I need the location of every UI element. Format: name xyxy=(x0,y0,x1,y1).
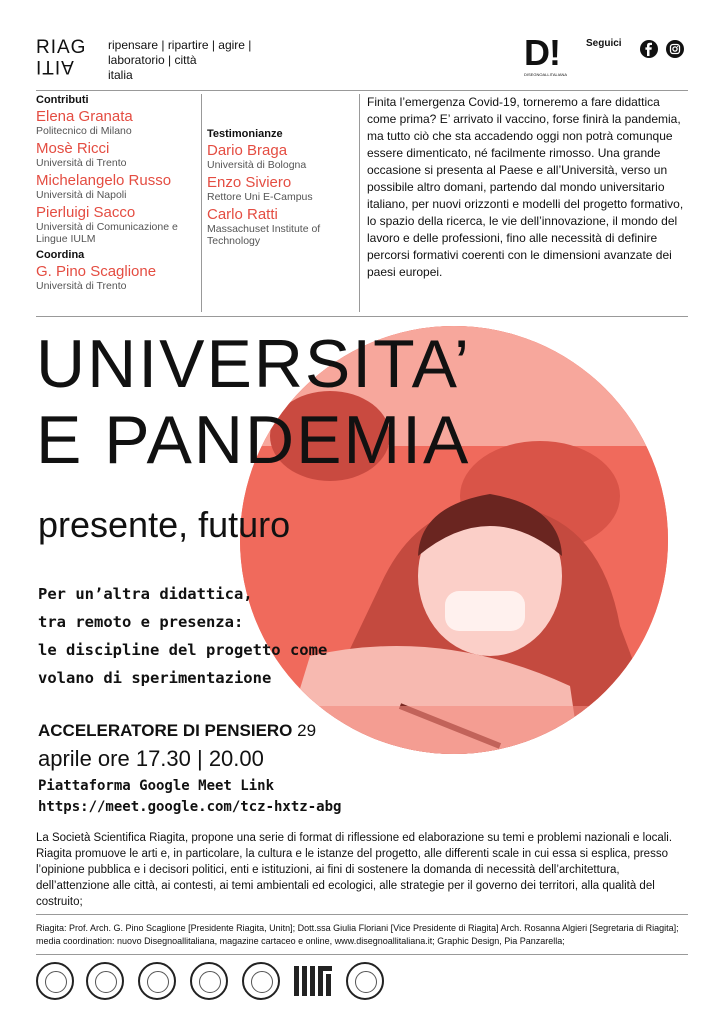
credits-text: Riagita: Prof. Arch. G. Pino Scaglione [Presidente Riagita, Unitn]; Dott.ssa Giulia Floriani [Vice Presidente di Riagita] Arch. Rosanna Algieri [Segretaria di Riagita]; media coordination: nuovo Disegnoallitaliana, magazine cartaceo e online, www.disegnoallitaliana.it; Graphic Design, Pia Panzarella; xyxy=(36,923,679,946)
testimonianze-label: Testimonianze xyxy=(207,128,283,140)
event-tagline-line-4: volano di sperimentazione xyxy=(38,669,272,687)
speakers-divider xyxy=(36,316,688,317)
event-day: 29 xyxy=(297,721,317,740)
university-seal-icon xyxy=(242,962,280,1000)
speaker-name: Mosè Ricci xyxy=(36,140,110,157)
politecnico-seal-icon xyxy=(36,962,74,1000)
meet-link[interactable]: https://meet.google.com/tcz-hxtz-abg xyxy=(38,799,342,815)
logo-top-text: RIAG xyxy=(36,37,87,58)
partner-seals xyxy=(36,962,396,1002)
tagline-line-3: italia xyxy=(108,68,133,82)
di-logo-mark: D! xyxy=(524,32,560,73)
contributi-column xyxy=(36,94,200,296)
event-tagline xyxy=(38,580,368,692)
event-tagline-line-3: le discipline del progetto come xyxy=(38,641,328,659)
about-divider xyxy=(36,914,688,915)
instagram-icon[interactable] xyxy=(666,40,684,58)
speaker-item xyxy=(36,109,200,137)
coordinator-name: G. Pino Scaglione xyxy=(36,263,157,280)
speaker-item xyxy=(36,205,200,245)
event-time: aprile ore 17.30 | 20.00 xyxy=(38,746,264,771)
speaker-affiliation: Università di Trento xyxy=(36,157,127,169)
speaker-affiliation: Massachuset Institute of Technology xyxy=(207,223,321,247)
about-paragraph: La Società Scientifica Riagita, propone una serie di format di riflessione ed elaborazione su temi e problemi nazionali e locali. Riagita promuove le arti e, in particolare, la cultura e le istanze del progetto, alle differenti scale in cui essa si esplica, presso l’opinione pubblica e i decisori politici, enti e istituzioni, ai fini di sostenere la domanda di necessità dell’architettura, dell’attenzione alle città, ai contesti, ai temi ambientali ed ecologici, alle strategie per il governo dei territori, alla qualità del costruito; xyxy=(36,832,673,908)
speaker-name: Dario Braga xyxy=(207,142,288,159)
speaker-item xyxy=(207,207,355,247)
speaker-affiliation: Università di Comunicazione e Lingue IULM xyxy=(36,221,178,245)
contributi-label: Contributi xyxy=(36,94,89,106)
coordinator-affiliation: Università di Trento xyxy=(36,280,127,292)
university-seal-icon xyxy=(190,962,228,1000)
speaker-name: Pierluigi Sacco xyxy=(36,204,136,221)
speaker-item xyxy=(36,173,200,201)
speaker-name: Carlo Ratti xyxy=(207,206,278,223)
speaker-item xyxy=(207,175,355,203)
event-series xyxy=(38,720,316,742)
tagline-line-1: ripensare | ripartire | agire | xyxy=(108,38,252,52)
speaker-affiliation: Università di Napoli xyxy=(36,189,127,201)
tagline-line-2: laboratorio | città xyxy=(108,53,197,67)
column-divider-right xyxy=(359,94,360,312)
disegnoallitaliana-logo[interactable] xyxy=(524,32,574,80)
riagita-logo xyxy=(36,38,98,76)
speaker-item xyxy=(36,141,200,169)
follow-label: Seguici xyxy=(586,38,622,49)
speaker-item xyxy=(207,143,355,171)
series-name: ACCELERATORE DI PENSIERO xyxy=(38,721,293,740)
column-divider-left xyxy=(201,94,202,312)
logo-bottom-text: ITIA xyxy=(36,56,75,77)
header-tagline xyxy=(108,38,288,83)
title-line-1: UNIVERSITA’ xyxy=(36,326,472,402)
speaker-affiliation: Università di Bologna xyxy=(207,159,307,171)
speaker-name: Enzo Siviero xyxy=(207,174,292,191)
coordinator-item xyxy=(36,264,200,292)
university-seal-icon xyxy=(346,962,384,1000)
speaker-name: Elena Granata xyxy=(36,108,133,125)
coordina-label: Coordina xyxy=(36,249,85,261)
testimonianze-column xyxy=(207,128,355,251)
event-tagline-line-2: tra remoto e presenza: xyxy=(38,613,244,631)
header-divider xyxy=(36,90,688,91)
di-logo-caption: DISEGNOALLITALIANA xyxy=(524,72,568,77)
credits-divider xyxy=(36,954,688,955)
speaker-name: Michelangelo Russo xyxy=(36,172,172,189)
speaker-affiliation: Rettore Uni E-Campus xyxy=(207,191,313,203)
university-seal-icon xyxy=(86,962,124,1000)
main-title xyxy=(36,326,471,478)
mit-logo-icon xyxy=(294,966,332,996)
event-tagline-line-1: Per un’altra didattica, xyxy=(38,585,253,603)
subtitle: presente, futuro xyxy=(38,504,291,545)
event-platform: Piattaforma Google Meet Link xyxy=(38,778,275,794)
speaker-affiliation: Politecnico di Milano xyxy=(36,125,132,137)
university-seal-icon xyxy=(138,962,176,1000)
title-line-2: E PANDEMIA xyxy=(36,402,471,478)
facebook-icon[interactable] xyxy=(640,40,658,58)
intro-paragraph: Finita l’emergenza Covid-19, torneremo a fare didattica come prima? E’ arrivato il vaccino, forse finirà la pandemia, ma tutto ciò che sta accadendo oggi non potrà comunque essere dimenticato, né facilmente rimosso. Una grande occasione si presenta al Paese e all’Università, verso un possibile altro domani, partendo dal mondo universitario italiano, per nuovi orizzonti e modelli del progetto formativo, lo spazio della ricerca, le vie dell’innovazione, il mondo del lavoro e delle professioni, fino alle necessità di definire percorsi formativi coerenti con le dimensioni avanzate dei paesi europei. xyxy=(367,95,684,279)
